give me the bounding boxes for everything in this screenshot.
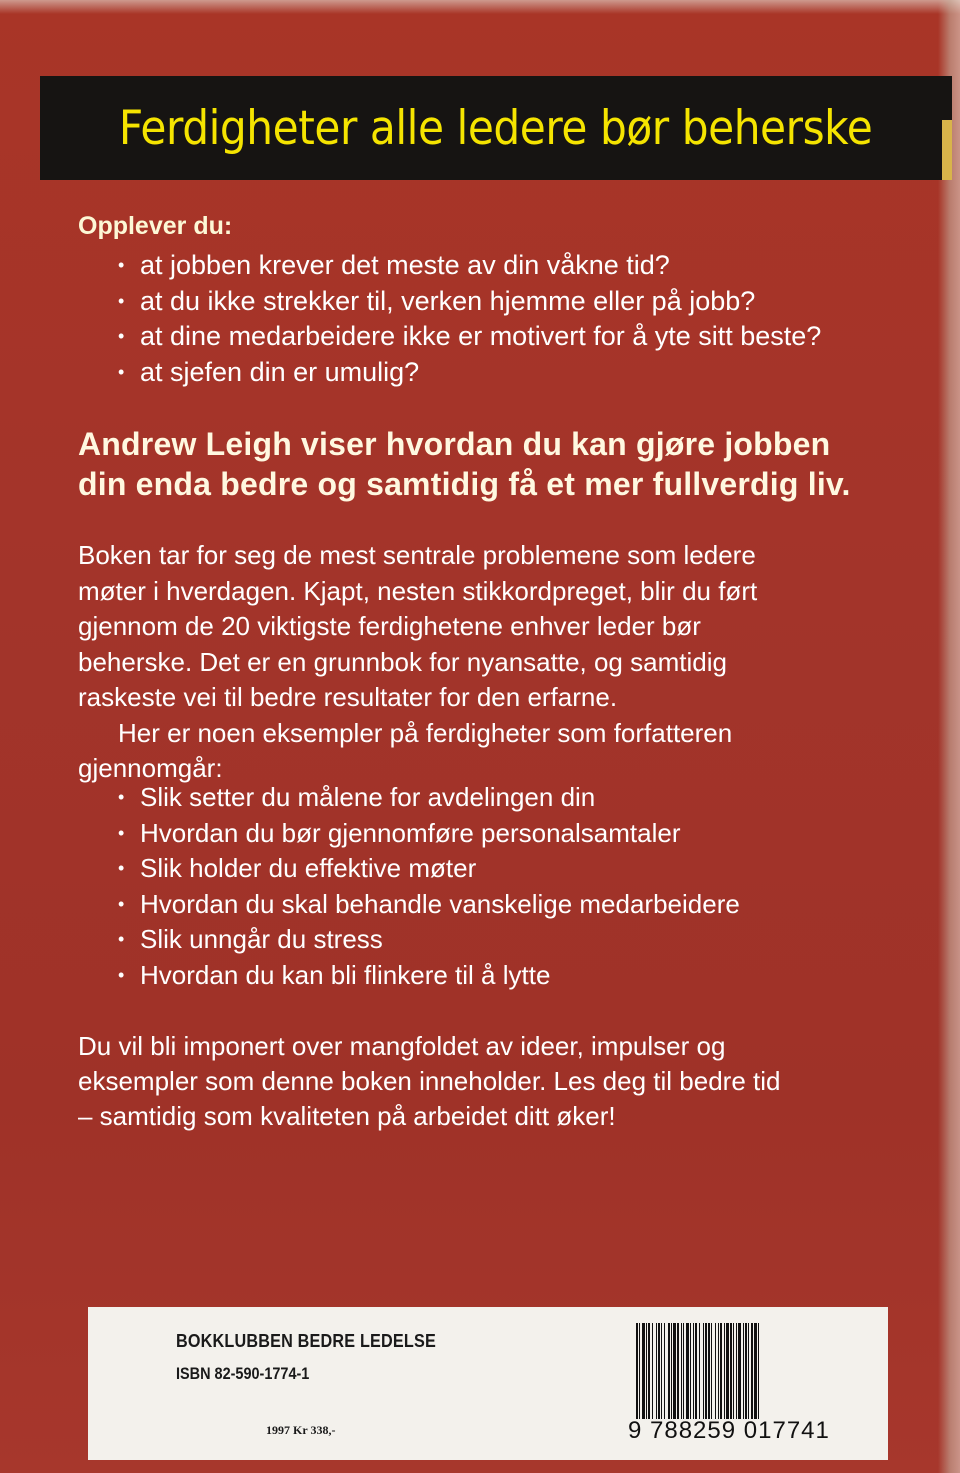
- price-label: 1997 Kr 338,-: [266, 1423, 336, 1437]
- cover-edge-wear: [938, 0, 960, 1473]
- barcode-bar: [708, 1323, 710, 1419]
- list-item: [118, 816, 940, 852]
- example-text: Hvordan du kan bli flinkere til å lytte: [140, 959, 551, 990]
- barcode-bar: [664, 1323, 665, 1419]
- list-item: [118, 248, 940, 284]
- example-text: Hvordan du bør gjennomføre personalsamtaler: [140, 817, 681, 848]
- bullet-icon: •: [118, 290, 125, 311]
- question-text: at sjefen din er umulig?: [140, 356, 420, 387]
- barcode-bar: [652, 1323, 653, 1419]
- closing-line: eksempler som denne boken inneholder. Les deg til bedre tid: [78, 1066, 781, 1096]
- body-line: Boken tar for seg de mest sentrale problemene som ledere: [78, 540, 756, 570]
- bullet-icon: •: [118, 893, 125, 914]
- bullet-icon: •: [118, 929, 125, 949]
- bullet-icon: •: [118, 787, 125, 807]
- closing-line: – samtidig som kvaliteten på arbeidet ditt øker!: [78, 1101, 616, 1131]
- barcode-bar: [738, 1323, 741, 1419]
- barcode-digits: 9 788259 017741: [628, 1417, 830, 1444]
- barcode-bar: [711, 1323, 712, 1419]
- list-item: [118, 958, 940, 994]
- barcode-bar: [686, 1323, 689, 1419]
- barcode-bar: [754, 1323, 757, 1419]
- closing-line: Du vil bli imponert over mangfoldet av ideer, impulser og: [78, 1031, 726, 1061]
- barcode-bar: [730, 1323, 732, 1419]
- barcode-bar: [733, 1323, 734, 1419]
- barcode-bar: [671, 1323, 672, 1419]
- cover-top-wear: [0, 0, 960, 14]
- list-item: [118, 851, 940, 887]
- barcode-bar: [705, 1323, 707, 1419]
- intro-question-list: [118, 248, 940, 390]
- barcode-bar: [681, 1323, 682, 1419]
- barcode-bar: [695, 1323, 697, 1419]
- barcode-bar: [648, 1323, 650, 1419]
- list-item: [118, 355, 940, 391]
- body-line: raskeste vei til bedre resultater for den erfarne.: [78, 682, 618, 712]
- barcode-icon: [636, 1323, 868, 1419]
- barcode-bar: [658, 1323, 660, 1419]
- barcode-bar: [715, 1323, 716, 1419]
- spine-tab: [942, 120, 952, 180]
- barcode-bar: [699, 1323, 700, 1419]
- barcode-bar: [751, 1323, 753, 1419]
- barcode-bar: [661, 1323, 662, 1419]
- isbn-number: ISBN 82-590-1774-1: [176, 1364, 310, 1383]
- barcode-bar: [639, 1323, 640, 1419]
- lead-line: Andrew Leigh viser hvordan du kan gjøre jobben: [78, 426, 831, 462]
- bullet-icon: •: [118, 255, 125, 275]
- intro-heading: Opplever du:: [78, 212, 233, 240]
- barcode-bar: [720, 1323, 722, 1419]
- example-text: Slik holder du effektive møter: [140, 853, 477, 883]
- bullet-icon: •: [118, 964, 125, 985]
- barcode-bar: [748, 1323, 749, 1419]
- body-line: Her er noen eksempler på ferdigheter som forfatteren: [118, 717, 733, 748]
- barcode-bar: [668, 1323, 670, 1419]
- example-text: Slik setter du målene for avdelingen din: [140, 782, 596, 812]
- barcode-bar: [677, 1323, 679, 1419]
- question-text: at dine medarbeidere ikke er motivert for å yte sitt beste?: [140, 321, 822, 351]
- barcode-bar: [736, 1323, 737, 1419]
- lead-line: din enda bedre og samtidig få et mer fullverdig liv.: [78, 466, 851, 502]
- bullet-icon: •: [118, 822, 125, 843]
- barcode-bar: [724, 1323, 725, 1419]
- body-line: møter i hverdagen. Kjapt, nesten stikkordpreget, blir du ført: [78, 575, 758, 606]
- barcode-bar: [683, 1323, 684, 1419]
- description-paragraph: [78, 538, 898, 787]
- bullet-icon: •: [118, 361, 125, 382]
- barcode-bar: [646, 1323, 647, 1419]
- barcode-bar: [758, 1323, 759, 1419]
- lead-statement: [78, 424, 918, 504]
- barcode-bar: [726, 1323, 729, 1419]
- bullet-icon: •: [118, 858, 125, 878]
- barcode-bar: [642, 1323, 645, 1419]
- barcode-bar: [743, 1323, 744, 1419]
- bullet-icon: •: [118, 326, 125, 346]
- barcode-panel: [88, 1307, 888, 1460]
- title-band: [40, 76, 952, 180]
- list-item: [118, 284, 940, 320]
- example-text: Hvordan du skal behandle vanskelige medarbeidere: [140, 888, 740, 919]
- list-item: [118, 319, 940, 355]
- body-line: gjennomgår:: [78, 753, 223, 783]
- question-text: at du ikke strekker til, verken hjemme eller på jobb?: [140, 285, 756, 316]
- list-item: [118, 887, 940, 923]
- barcode-bar: [693, 1323, 694, 1419]
- list-item: [118, 922, 940, 958]
- question-text: at jobben krever det meste av din våkne tid?: [140, 250, 670, 280]
- cover-title: Ferdigheter alle ledere bør beherske: [119, 100, 873, 156]
- barcode-bar: [673, 1323, 676, 1419]
- publisher-name: BOKKLUBBEN BEDRE LEDELSE: [176, 1331, 436, 1351]
- body-line: beherske. Det er en grunnbok for nyansatte, og samtidig: [78, 646, 727, 677]
- closing-paragraph: [78, 1029, 918, 1134]
- barcode-bar: [636, 1323, 638, 1419]
- body-line: gjennom de 20 viktigste ferdighetene enhver leder bør: [78, 611, 701, 641]
- barcode-bar: [656, 1323, 657, 1419]
- barcode-bar: [718, 1323, 719, 1419]
- barcode-bar: [745, 1323, 747, 1419]
- barcode-bar: [690, 1323, 691, 1419]
- list-item: [118, 780, 940, 816]
- example-text: Slik unngår du stress: [140, 924, 383, 954]
- barcode-bar: [703, 1323, 704, 1419]
- examples-list: [118, 780, 940, 993]
